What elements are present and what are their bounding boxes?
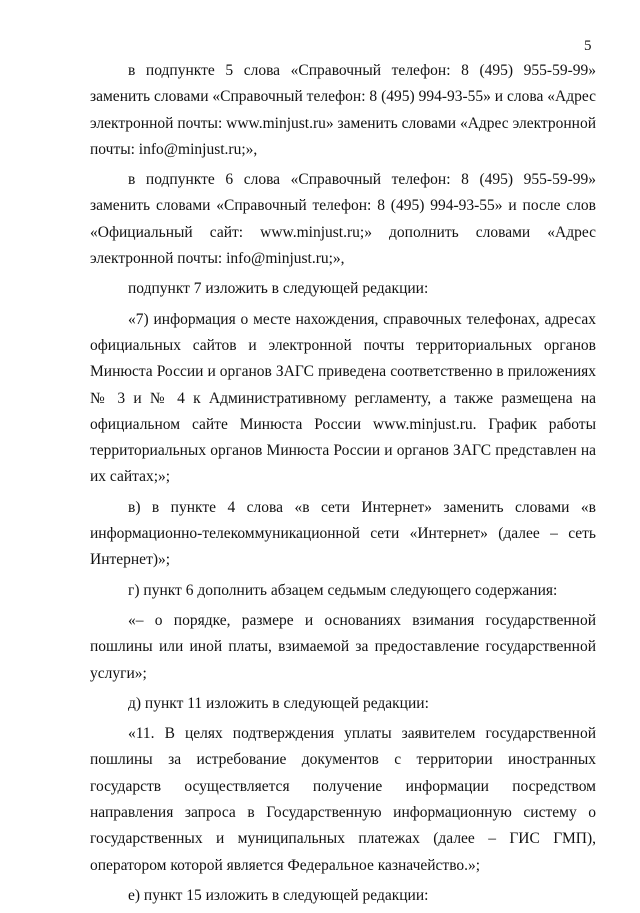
- paragraph: е) пункт 15 изложить в следующей редакции:: [128, 886, 429, 904]
- paragraph: «7) информация о месте нахождения, справочных телефонах, адресах официальных сайтов и электронной почты территориальных органов Минюста России и органов ЗАГС приведена соответственно в приложениях № 3 и № 4 к Административному регламенту, а также размещена на официальном сайте Минюста России www.minjust.ru. График работы территориальных органов Минюста России и органов ЗАГС представлен на их сайтах;»;: [90, 310, 596, 486]
- paragraph: в) в пункте 4 слова «в сети Интернет» заменить словами «в информационно-телекоммуникационной сети «Интернет» (далее – сеть Интернет)»;: [90, 498, 596, 569]
- page-number: 5: [584, 38, 592, 54]
- paragraph: г) пункт 6 дополнить абзацем седьмым следующего содержания:: [128, 581, 558, 599]
- paragraph: д) пункт 11 изложить в следующей редакции:: [128, 694, 429, 712]
- paragraph: «– о порядке, размере и основаниях взимания государственной пошлины или иной платы, взимаемой за предоставление государственной услуги»;: [90, 611, 596, 682]
- paragraph: в подпункте 6 слова «Справочный телефон: 8 (495) 955-59-99» заменить словами «Справочный телефон: 8 (495) 994-93-55» и после слов «Официальный сайт: www.minjust.ru;» дополнить словами «Адрес электронной почты: info@minjust.ru;»,: [90, 171, 596, 268]
- paragraph: «11. В целях подтверждения уплаты заявителем государственной пошлины за истребование документов с территории иностранных государств осуществляется получение информации посредством направления запроса в Государственную информационную систему о государственных и муниципальных платежах (далее – ГИС ГМП), оператором которой является Федеральное казначейство.»;: [90, 725, 596, 874]
- paragraph: подпункт 7 изложить в следующей редакции:: [128, 280, 429, 298]
- paragraph: в подпункте 5 слова «Справочный телефон: 8 (495) 955-59-99» заменить словами «Справочный телефон: 8 (495) 994-93-55» и слова «Адрес электронной почты: www.minjust.ru» заменить словами «Адрес электронной почты: info@minjust.ru;»,: [90, 62, 596, 158]
- document-body: [90, 58, 596, 913]
